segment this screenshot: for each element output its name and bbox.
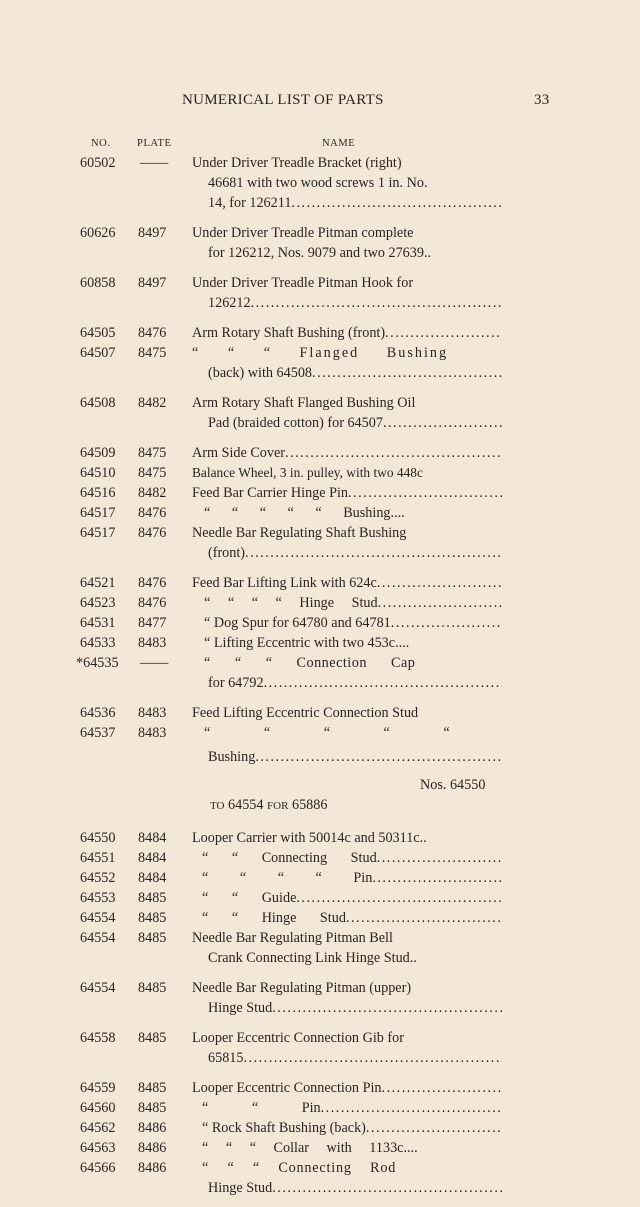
plate-number: 8476	[138, 595, 167, 611]
part-name	[192, 323, 502, 343]
part-name-line: “ “ “ Connection Cap	[204, 655, 416, 671]
plate-number: 8485	[138, 930, 167, 946]
part-row	[0, 393, 640, 433]
part-name-line: Looper Eccentric Connection Pin	[192, 1080, 382, 1096]
part-name	[192, 978, 502, 1018]
plate-number: 8482	[138, 485, 167, 501]
part-name-line: “ Rock Shaft Bushing (back)	[202, 1120, 366, 1136]
part-row	[0, 573, 640, 593]
part-row	[0, 848, 640, 868]
part-name-line: Hinge Stud	[208, 1180, 273, 1196]
part-number: 64562	[80, 1120, 116, 1136]
part-row	[0, 523, 640, 563]
part-number: 64537	[80, 725, 116, 741]
part-row	[0, 723, 640, 767]
part-name-line: “ “ “ “ Hinge Stud	[204, 595, 378, 611]
part-name	[192, 273, 502, 313]
part-name	[192, 1028, 502, 1068]
plate-number: 8486	[138, 1160, 167, 1176]
part-row	[0, 978, 640, 1018]
part-name-line: Needle Bar Regulating Pitman Bell	[192, 930, 393, 946]
part-name-line: “ “ “ Collar with 1133c....	[202, 1140, 418, 1156]
part-name-line: Feed Lifting Eccentric Connection Stud	[192, 705, 419, 721]
part-name	[192, 653, 502, 693]
part-name-line: “ “ “ “ “	[204, 725, 450, 741]
part-row	[0, 463, 640, 483]
part-number: 64558	[80, 1030, 116, 1046]
part-name-line: for 64792	[208, 675, 264, 691]
part-row	[0, 703, 640, 723]
part-number: 64531	[80, 615, 116, 631]
part-number: 60858	[80, 275, 116, 291]
part-name-line: “ “ “ “ Pin	[202, 870, 373, 886]
parts-list	[0, 153, 640, 1198]
part-row	[0, 1138, 640, 1158]
part-name	[192, 888, 502, 908]
part-name-line: Pad (braided cotton) for 64507	[208, 415, 383, 431]
part-name	[192, 503, 502, 523]
part-row	[0, 323, 640, 343]
part-name-line: “ Lifting Eccentric with two 453c....	[204, 635, 410, 651]
part-name-line: Arm Rotary Shaft Bushing (front)	[192, 325, 386, 341]
part-name-line: “ “ “ “ “ Bushing....	[204, 505, 405, 521]
part-number: 64551	[80, 850, 116, 866]
plate-number: 8497	[138, 225, 167, 241]
part-row	[0, 1028, 640, 1068]
part-name-line: Needle Bar Regulating Pitman (upper)	[192, 980, 412, 996]
part-number: 64505	[80, 325, 116, 341]
plate-number: 8485	[138, 890, 167, 906]
part-name	[192, 153, 502, 213]
part-row	[0, 593, 640, 613]
part-number: 64517	[80, 505, 116, 521]
part-row	[0, 908, 640, 928]
plate-number: 8475	[138, 345, 167, 361]
part-name	[192, 703, 502, 723]
part-number: 64550	[80, 830, 116, 846]
part-name-line: 14, for 126211	[208, 195, 292, 211]
part-number: 60502	[80, 155, 116, 171]
part-name	[192, 633, 502, 653]
part-row	[0, 343, 640, 383]
page-number: 33	[534, 92, 550, 108]
part-name-line: “ “ Pin	[202, 1100, 321, 1116]
part-name	[192, 443, 502, 463]
part-name	[192, 343, 502, 383]
page-title: NUMERICAL LIST OF PARTS	[182, 92, 384, 108]
part-number: 60626	[80, 225, 116, 241]
part-name-line: for 126212, Nos. 9079 and two 27639..	[208, 245, 432, 261]
plate-number: 8485	[138, 1030, 167, 1046]
part-name-line: “ “ “ Flanged Bushing	[192, 345, 449, 361]
part-row	[0, 888, 640, 908]
part-name-line: 65815	[208, 1050, 244, 1066]
plate-number: 8476	[138, 325, 167, 341]
plate-number: 8476	[138, 525, 167, 541]
part-name-line: Needle Bar Regulating Shaft Bushing	[192, 525, 407, 541]
part-name-line: (back) with 64508	[208, 365, 313, 381]
part-row	[0, 503, 640, 523]
part-name-line: “ Dog Spur for 64780 and 64781	[204, 615, 391, 631]
part-row	[0, 1078, 640, 1098]
plate-number: 8483	[138, 725, 167, 741]
plate-number: 8485	[138, 1080, 167, 1096]
part-row	[0, 1118, 640, 1138]
plate-number: 8484	[138, 850, 167, 866]
plate-number: 8482	[138, 395, 167, 411]
plate-number: 8486	[138, 1140, 167, 1156]
part-number: *64535	[76, 655, 119, 671]
part-row	[0, 273, 640, 313]
part-name-line: Bushing	[208, 749, 256, 765]
part-name	[192, 573, 502, 593]
part-name-line: Looper Carrier with 50014c and 50311c..	[192, 830, 427, 846]
part-number: 64554	[80, 980, 116, 996]
part-name	[192, 523, 502, 563]
plate-number: 8475	[138, 445, 167, 461]
part-row	[0, 613, 640, 633]
part-number: 64553	[80, 890, 116, 906]
part-name	[192, 613, 502, 633]
part-number: 64533	[80, 635, 116, 651]
part-name-line: “ “ Guide	[202, 890, 297, 906]
part-name	[192, 848, 502, 868]
plate-number: 8476	[138, 575, 167, 591]
part-number: 64509	[80, 445, 116, 461]
part-number: 64521	[80, 575, 116, 591]
part-name	[192, 1138, 502, 1158]
part-name-line: Arm Rotary Shaft Flanged Bushing Oil	[192, 395, 416, 411]
plate-number: 8497	[138, 275, 167, 291]
part-row	[0, 633, 640, 653]
part-row	[0, 1158, 640, 1198]
part-name	[192, 223, 502, 263]
part-name-line: “ “ “ Connecting Rod	[202, 1160, 397, 1176]
part-name-line: Looper Eccentric Connection Gib for	[192, 1030, 404, 1046]
part-name	[192, 723, 502, 767]
section-heading: Nos. 64550 TO 64554 FOR 65886	[210, 777, 486, 813]
part-name-line: Feed Bar Carrier Hinge Pin	[192, 485, 349, 501]
part-row	[0, 1098, 640, 1118]
part-name	[192, 928, 502, 968]
part-name	[192, 483, 502, 503]
part-name	[192, 908, 502, 928]
plate-number: 8477	[138, 615, 167, 631]
part-number: 64559	[80, 1080, 116, 1096]
part-row	[0, 483, 640, 503]
plate-number: 8485	[138, 1100, 167, 1116]
part-name-line: (front)	[208, 545, 246, 561]
part-name	[192, 828, 502, 848]
part-number: 64554	[80, 930, 116, 946]
part-row	[0, 443, 640, 463]
part-name-line: Arm Side Cover	[192, 445, 285, 461]
part-number: 64552	[80, 870, 116, 886]
part-number: 64536	[80, 705, 116, 721]
part-name-line: 46681 with two wood screws 1 in. No.	[208, 175, 428, 191]
part-number: 64517	[80, 525, 116, 541]
part-row	[0, 153, 640, 213]
part-name-line: “ “ Connecting Stud	[202, 850, 377, 866]
part-name	[192, 1098, 502, 1118]
plate-number: 8484	[138, 830, 167, 846]
part-name-line: 126212	[208, 295, 251, 311]
part-row	[0, 828, 640, 848]
part-number: 64516	[80, 485, 116, 501]
part-number: 64563	[80, 1140, 116, 1156]
part-name	[192, 393, 502, 433]
part-number: 64560	[80, 1100, 116, 1116]
plate-number: 8485	[138, 980, 167, 996]
part-name-line: Under Driver Treadle Pitman complete	[192, 225, 414, 241]
part-name	[192, 593, 502, 613]
part-name	[192, 463, 502, 483]
column-header-name: NAME	[322, 138, 356, 149]
column-header-plate: PLATE	[137, 138, 172, 149]
part-name-line: Under Driver Treadle Bracket (right)	[192, 155, 402, 171]
part-number: 64510	[80, 465, 116, 481]
part-name-line: Feed Bar Lifting Link with 624c	[192, 575, 377, 591]
part-number: 64508	[80, 395, 116, 411]
part-row	[0, 868, 640, 888]
plate-number: ——	[140, 155, 169, 171]
part-name-line: Crank Connecting Link Hinge Stud..	[208, 950, 417, 966]
part-name	[192, 868, 502, 888]
part-name-line: “ “ Hinge Stud	[202, 910, 346, 926]
plate-number: 8475	[138, 465, 167, 481]
plate-number: 8486	[138, 1120, 167, 1136]
part-name-line: Under Driver Treadle Pitman Hook for	[192, 275, 414, 291]
part-number: 64566	[80, 1160, 116, 1176]
part-row	[0, 653, 640, 693]
part-name	[192, 1158, 502, 1198]
part-number: 64507	[80, 345, 116, 361]
plate-number: 8483	[138, 705, 167, 721]
part-name-line: Balance Wheel, 3 in. pulley, with two 448c	[192, 465, 423, 480]
column-header-no: NO.	[91, 138, 111, 149]
plate-number: 8476	[138, 505, 167, 521]
part-row	[0, 223, 640, 263]
plate-number: 8485	[138, 910, 167, 926]
plate-number: 8483	[138, 635, 167, 651]
part-name-line: Hinge Stud	[208, 1000, 273, 1016]
part-row	[0, 928, 640, 968]
plate-number: ——	[140, 655, 169, 671]
part-number: 64554	[80, 910, 116, 926]
part-name	[192, 1118, 502, 1138]
part-name	[192, 1078, 502, 1098]
plate-number: 8484	[138, 870, 167, 886]
part-number: 64523	[80, 595, 116, 611]
